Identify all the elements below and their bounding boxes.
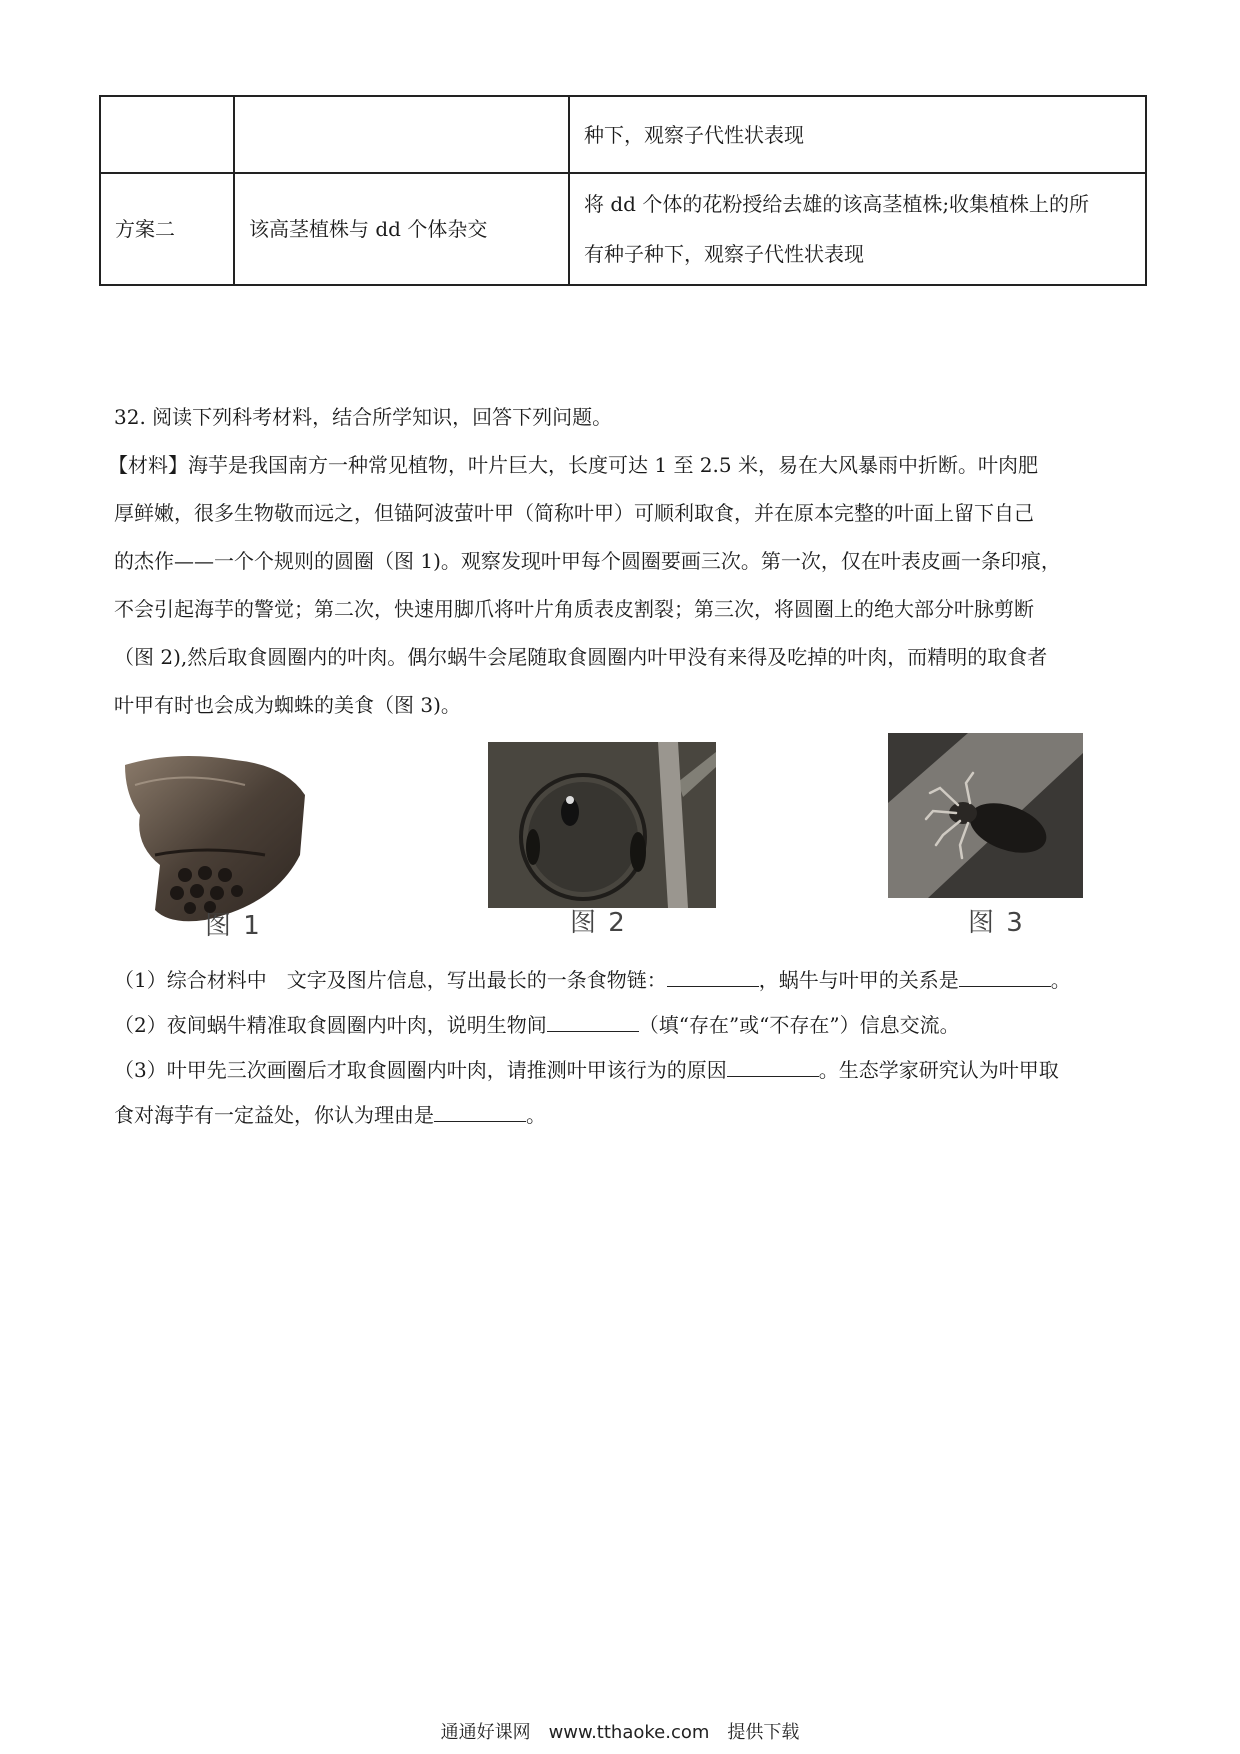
question-intro: 32. 阅读下列科考材料，结合所学知识，回答下列问题。: [114, 405, 613, 429]
sub-question-2: [114, 1003, 1134, 1048]
table-cell: 种下，观察子代性状表现: [569, 96, 1146, 173]
sub-question-text: 。: [1050, 968, 1071, 992]
table-cell-plan-label: 方案二: [100, 173, 234, 285]
plan-table: [99, 95, 1147, 286]
material-line: 的杰作——一个个规则的圆圈（图 1)。观察发现叶甲每个圆圈要画三次。第一次，仅在叶表皮画一条印痕，: [114, 549, 1061, 573]
footer-download-credit: 通通好课网 www.tthaoke.com 提供下载: [440, 1722, 800, 1743]
material-line: 厚鲜嫩，很多生物敬而远之，但锚阿波萤叶甲（简称叶甲）可顺利取食，并在原本完整的叶面上留下自己: [114, 501, 1034, 525]
figure-2-caption: 图 2: [570, 908, 627, 938]
figure-2-beetle-circle-photo: [488, 742, 716, 908]
sub-question-3-cont: [114, 1093, 1134, 1138]
material-line: 不会引起海芋的警觉；第二次，快速用脚爪将叶片角质表皮割裂；第三次，将圆圈上的绝大部分叶脉剪断: [114, 597, 1034, 621]
material-line: （图 2),然后取食圆圈内的叶肉。偶尔蜗牛会尾随取食圆圈内叶甲没有来得及吃掉的叶肉，而精明的取食者: [114, 645, 1048, 669]
table-cell: [100, 96, 234, 173]
answer-blank[interactable]: [667, 966, 759, 987]
sub-question-text: （填“存在”或“不存在”）信息交流。: [638, 1013, 960, 1037]
sub-question-text: （1）综合材料中 文字及图片信息，写出最长的一条食物链：: [114, 968, 667, 992]
method-line-2: 有种子种下，观察子代性状表现: [584, 242, 864, 266]
sub-question-text: 。: [526, 1103, 546, 1127]
method-line-1: 将 dd 个体的花粉授给去雄的该高茎植株;收集植株上的所: [584, 192, 1090, 216]
sub-questions: [114, 958, 1134, 1138]
sub-question-1: [114, 958, 1134, 1003]
answer-blank[interactable]: [727, 1056, 819, 1077]
material-line: 【材料】海芋是我国南方一种常见植物，叶片巨大，长度可达 1 至 2.5 米，易在大风暴雨中折断。叶肉肥: [108, 453, 1038, 477]
sub-question-text: 食对海芋有一定益处，你认为理由是: [114, 1103, 434, 1127]
sub-question-text: （3）叶甲先三次画圈后才取食圆圈内叶肉，请推测叶甲该行为的原因: [114, 1058, 727, 1082]
answer-blank[interactable]: [959, 966, 1051, 987]
sub-question-text: （2）夜间蜗牛精准取食圆圈内叶肉，说明生物间: [114, 1013, 547, 1037]
question-32: [108, 393, 1134, 729]
figure-3-caption: 图 3: [968, 908, 1025, 938]
figure-1-caption: 图 1: [205, 911, 262, 941]
answer-blank[interactable]: [434, 1101, 526, 1122]
table-row: [100, 173, 1146, 285]
sub-question-text: 。生态学家研究认为叶甲取: [818, 1058, 1059, 1082]
figure-3-spider-photo: [888, 733, 1083, 898]
table-cell-plan-method: [569, 173, 1146, 285]
table-cell-plan-principle: 该高茎植株与 dd 个体杂交: [234, 173, 569, 285]
table-cell: [234, 96, 569, 173]
answer-blank[interactable]: [547, 1011, 639, 1032]
sub-question-text: ，蜗牛与叶甲的关系是: [758, 968, 959, 992]
sub-question-3: [114, 1048, 1134, 1093]
table-row: [100, 96, 1146, 173]
material-line: 叶甲有时也会成为蜘蛛的美食（图 3)。: [114, 693, 461, 717]
